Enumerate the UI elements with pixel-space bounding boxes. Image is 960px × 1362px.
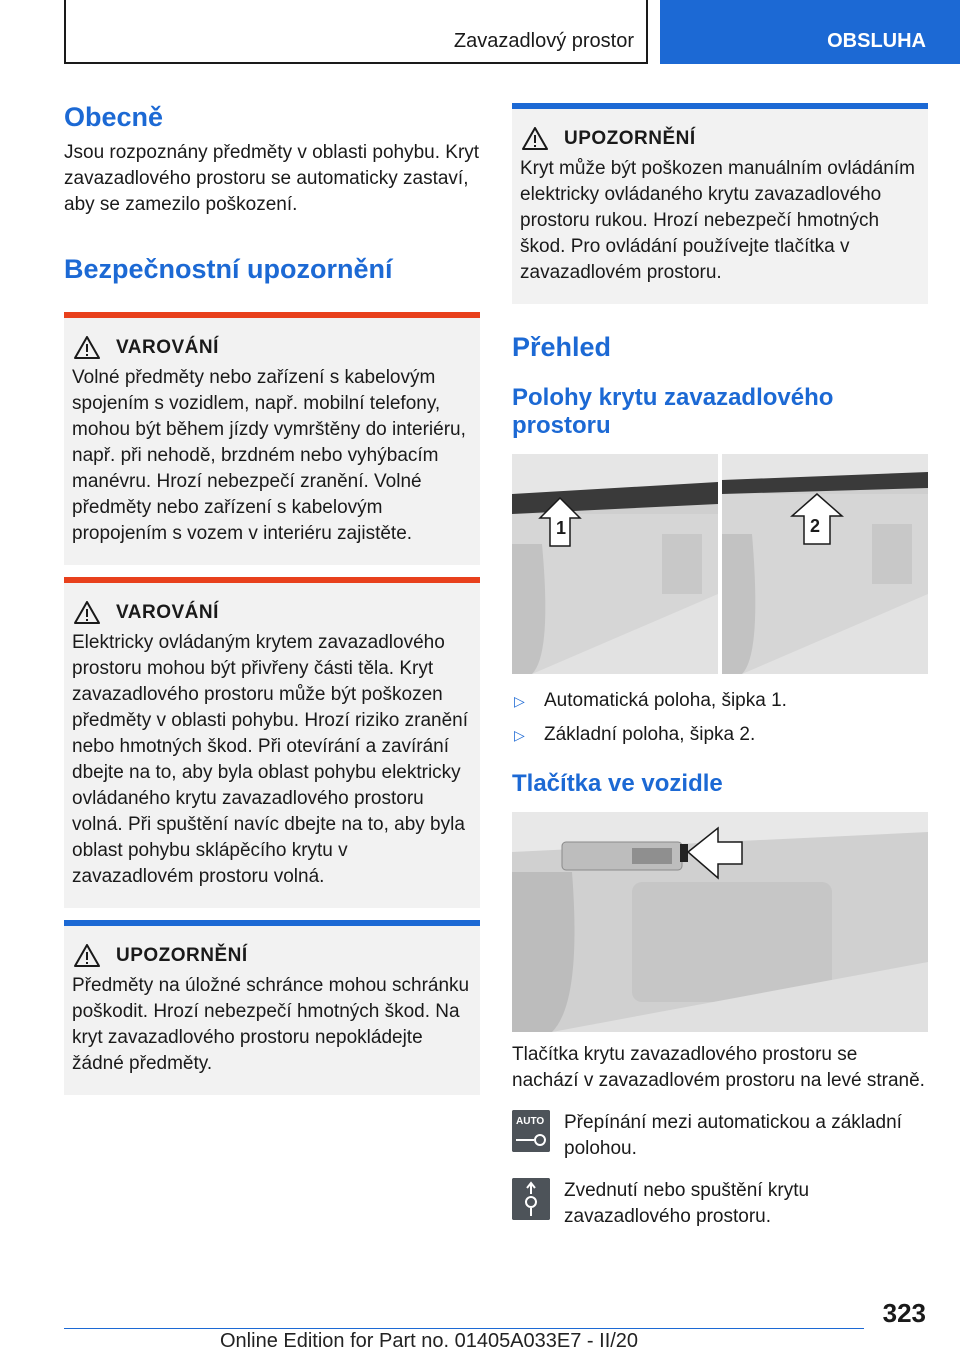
notice-box-2 [512, 103, 928, 304]
page-number: 323 [882, 1298, 926, 1328]
warning-box-1 [64, 312, 480, 565]
buttons-text: Tlačítka krytu zavazadlového prostoru se nachází v zavazadlovém prostoru na levé straně. [512, 1044, 925, 1091]
arrow-label-1: 1 [556, 518, 567, 538]
arrow-label-2: 2 [810, 516, 821, 536]
heading-positions: Polohy krytu zavazadlového prostoru [512, 384, 834, 439]
button-row-auto [512, 1110, 928, 1162]
notice-box-1 [64, 920, 480, 1095]
right-column [512, 103, 928, 1230]
list-item-text: Automatická poloha, šipka 1. [544, 690, 787, 711]
warning-triangle-icon [74, 944, 100, 967]
notice-title: UPOZORNĚNÍ [116, 944, 248, 966]
section-tab[interactable]: OBSLUHA [660, 0, 960, 64]
icon-text: AUTO [516, 1116, 545, 1127]
raise-lower-icon[interactable] [512, 1178, 550, 1220]
footer-divider [64, 1328, 864, 1329]
list-item [512, 722, 928, 748]
header-frame [64, 0, 648, 64]
warning-text: Volné předměty nebo zařízení s kabelovým spojením s vozidlem, např. mobilní telefony, mohou být během jízdy vymrštěny do interiéru, např. při nehodě, brzdném nebo vyhýbacím manévru. Hrozí nebezpečí zranění. Volné předměty nebo zařízení s kabelovým propojením s vozem v interiéru zajistěte. [72, 367, 466, 544]
photo-position-2 [722, 454, 928, 674]
chapter-title: Zavazadlový prostor [453, 30, 634, 52]
list-item [512, 688, 928, 714]
button-row-raise [512, 1178, 928, 1230]
bullet-triangle-icon: ▷ [514, 693, 525, 709]
notice-text: Předměty na úložné schránce mohou schránku poškodit. Hrozí nebezpečí hmotných škod. Na kryt zavazadlového prostoru nepokládejte žádné předměty. [72, 975, 470, 1074]
button-auto-label: Přepínání mezi automatickou a základní polohou. [564, 1112, 902, 1159]
warning-triangle-icon [74, 336, 100, 359]
button-raise-label: Zvednutí nebo spuštění krytu zavazadlového prostoru. [564, 1180, 810, 1227]
heading-safety: Bezpečnostní upozornění [64, 254, 393, 284]
list-item-text: Základní poloha, šipka 2. [544, 724, 756, 745]
warning-triangle-icon [522, 127, 548, 150]
notice-title: UPOZORNĚNÍ [564, 127, 696, 149]
warning-box-2 [64, 577, 480, 908]
warning-title: VAROVÁNÍ [116, 336, 219, 358]
auto-toggle-icon[interactable] [512, 1110, 550, 1152]
heading-overview: Přehled [512, 332, 612, 362]
heading-buttons: Tlačítka ve vozidle [512, 770, 723, 797]
warning-text: Elektricky ovládaným krytem zavazadlového prostoru mohou být přivřeny části těla. Kryt zavazadlového prostoru může být poškozen předměty v oblasti pohybu. Hrozí riziko zranění nebo hmotných škod. Při otevírání a zavírání dbejte na to, aby byla oblast pohybu elektricky ovládaného krytu zavazadlového prostoru volná. Při spuštění navíc dbejte na to, aby byla oblast pohybu sklápěcího krytu v zavazadlovém prostoru volná. [72, 632, 469, 887]
photo-buttons [512, 812, 928, 1032]
positions-list [512, 688, 928, 748]
bullet-triangle-icon: ▷ [514, 727, 525, 743]
positions-photos [512, 454, 928, 674]
warning-title: VAROVÁNÍ [116, 601, 219, 623]
warning-triangle-icon [74, 601, 100, 624]
notice-text: Kryt může být poškozen manuálním ovládáním elektricky ovládaného krytu zavazadlového prostoru rukou. Hrozí nebezpečí hmotných škod. Pro ovládání používejte tlačítka v zavazadlovém prostoru. [520, 158, 915, 283]
page-header [0, 0, 960, 66]
left-column [64, 100, 480, 1095]
heading-general: Obecně [64, 102, 164, 132]
photo-position-1 [512, 454, 718, 674]
general-text: Jsou rozpoznány předměty v oblasti pohybu. Kryt zavazadlového prostoru se automaticky zastaví, aby se zamezilo poškození. [64, 142, 480, 215]
footer-edition: Online Edition for Part no. 01405A033E7 - II/20 [220, 1330, 639, 1352]
